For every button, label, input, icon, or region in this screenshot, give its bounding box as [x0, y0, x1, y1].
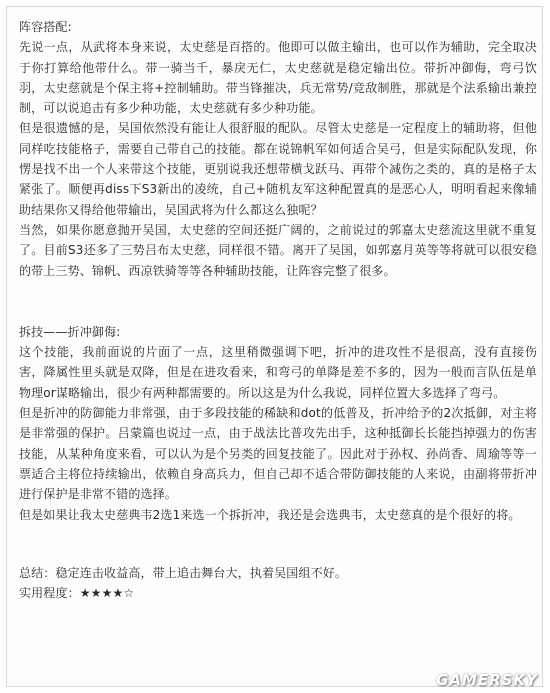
paragraph-versatility: 先说一点，从武将本身来说，太史慈是百搭的。他即可以做主输出，也可以作为辅助，完全取决于你打算给他带什么。带一骑当千，暴戾无仁，太史慈就是稳定输出位。带折冲御侮，弯弓饮羽，太史慈就是个保主将+控制辅助。带当锋摧决，兵无常势/竞敌制胜，那就是个法系输出兼控制，可以说追击有多少种功能，太史慈就有多少种功能。 — [19, 40, 537, 116]
summary-text: 总结：稳定连击收益高，带上追击舞台大，执着吴国组不好。 — [19, 565, 348, 580]
paragraph-wu-lineup: 但是很遗憾的是，吴国依然没有能让人很舒服的配队。尽管太史慈是一定程度上的辅助将，但他同样吃技能格子，需要自己带自己的技能。都在说锦帆军如何适合吴弓，但是实际配队发现，你愣是找不出一个人来带这个技能，更别说我还想带横戈跃马、再带个减伤之类的，真的是格子太紧张了。顺便再diss下S3新出的凌统，自己+随机友军这种配置真的是恶心人，明明看起来像辅助结果你又得给他带输出，吴国武将为什么都这么独呢？ — [19, 121, 537, 217]
section-title-skill-analysis: 拆技——折冲御侮: — [19, 324, 121, 339]
article-frame — [6, 6, 543, 687]
paragraph-outside-wu: 当然，如果你愿意抛开吴国，太史慈的空间还挺广阔的，之前说过的郭嘉太史慈流这里就不重复了。目前S3还多了三势吕布太史慈，同样很不错。离开了吴国，如郭嘉月英等等将就可以很安稳的带上三势、锦帆、西凉铁骑等等各种辅助技能，让阵容完整了很多。 — [19, 222, 537, 278]
paragraph-skill-offense: 这个技能，我前面说的片面了一点，这里稍微强调下吧，折冲的进攻性不是很高，没有直接伤害，降属性里头就是双降，但是在进攻看来，和弯弓的单降是差不多的，因为一般而言队伍是单物理or谋略输出，很少有两种都需要的。所以这是为什么我说，同样位置大多选择了弯弓。 — [19, 345, 537, 400]
article-content — [19, 17, 537, 603]
gamersky-watermark: GAMERSKY — [436, 671, 538, 689]
rating-line: 实用程度：★★★★☆ — [19, 586, 135, 601]
section-title-lineup: 阵容搭配: — [19, 20, 72, 34]
paragraph-skill-defense: 但是折冲的防御能力非常强，由于多段技能的稀缺和dot的低普及，折冲给予的2次抵御，对主将是非常强的保护。吕蒙篇也说过一点，由于战法比普攻先出手，这种抵御长长能挡掉强力的伤害技能，从某种角度来看，可以认为是个另类的回复技能了。因此对于孙权、孙尚香、周瑜等等一票适合主将位持续输出，依赖自身高兵力，但自己却不适合带防御技能的人来说，由副将带折冲进行保护是非常不错的选择。 — [19, 406, 537, 502]
section-spacer — [19, 525, 537, 563]
section-spacer — [19, 281, 537, 322]
paragraph-skill-choice: 但是如果让我太史慈典韦2选1来选一个拆折冲，我还是会选典韦，太史慈真的是个很好的将。 — [19, 507, 521, 522]
